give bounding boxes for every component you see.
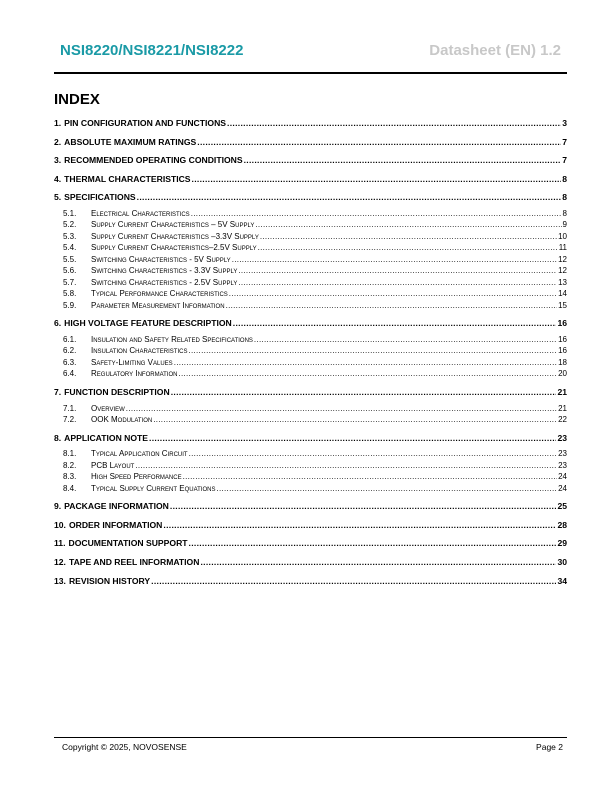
toc-page-number[interactable]: 12 xyxy=(558,266,567,276)
toc-leader-dots xyxy=(189,538,557,549)
toc-subsection[interactable] xyxy=(54,460,567,471)
toc-page-number[interactable]: 34 xyxy=(557,575,567,586)
toc-subsection[interactable] xyxy=(54,208,567,219)
toc-section[interactable] xyxy=(54,501,567,512)
toc-page-number[interactable]: 9 xyxy=(562,220,567,230)
toc-title[interactable]: RECOMMENDED OPERATING CONDITIONS xyxy=(64,155,243,166)
toc-subsection[interactable] xyxy=(54,277,567,288)
toc-section[interactable] xyxy=(54,520,567,531)
toc-leader-dots xyxy=(197,137,561,148)
page-header xyxy=(54,38,567,74)
toc-number: 3. xyxy=(54,155,62,166)
toc-leader-dots xyxy=(216,483,557,494)
toc-number: 10. xyxy=(54,519,66,530)
toc-leader-dots xyxy=(244,155,562,166)
toc-leader-dots xyxy=(200,557,556,568)
toc-leader-dots xyxy=(171,387,557,398)
toc-number: 5.1. xyxy=(63,208,77,218)
toc-section[interactable] xyxy=(54,174,567,185)
toc-section[interactable] xyxy=(54,318,567,329)
toc-subsection[interactable] xyxy=(54,231,567,242)
toc-number: 5.6. xyxy=(63,266,77,276)
toc-leader-dots xyxy=(170,501,557,512)
toc-subsection[interactable] xyxy=(54,242,567,253)
toc-page-number[interactable]: 14 xyxy=(558,289,567,299)
toc-number: 4. xyxy=(54,173,62,184)
toc-title[interactable]: Overview xyxy=(91,403,125,413)
toc-number: 13. xyxy=(54,575,66,586)
toc-title[interactable]: Switching Characteristics - 3.3V Supply xyxy=(91,266,238,276)
toc-number: 2. xyxy=(54,136,62,147)
toc-title[interactable]: ORDER INFORMATION xyxy=(68,519,163,530)
toc-number: 5.5. xyxy=(63,254,77,264)
toc-title[interactable]: Supply Current Characteristics–2.5V Supply xyxy=(91,243,257,253)
toc-title[interactable]: OOK Modulation xyxy=(91,415,153,425)
toc-title[interactable]: Switching Characteristics - 2.5V Supply xyxy=(91,277,238,287)
toc-page-number[interactable]: 29 xyxy=(557,538,567,549)
toc-title[interactable]: Safety-Limiting Values xyxy=(91,357,173,367)
toc-page-number[interactable]: 23 xyxy=(558,449,567,459)
toc-number: 6.3. xyxy=(63,357,77,367)
toc-page-number[interactable]: 16 xyxy=(557,318,567,329)
toc-number: 8.4. xyxy=(63,483,77,493)
page-footer xyxy=(54,737,567,758)
toc-page-number[interactable]: 28 xyxy=(557,519,567,530)
toc-title[interactable]: PACKAGE INFORMATION xyxy=(64,501,169,512)
toc-number: 6.4. xyxy=(63,369,77,379)
toc-subsection[interactable] xyxy=(54,334,567,345)
toc-subsection[interactable] xyxy=(54,483,567,494)
toc-subsection[interactable] xyxy=(54,219,567,230)
toc-leader-dots xyxy=(238,277,557,288)
toc-number: 5.8. xyxy=(63,289,77,299)
toc-page-number[interactable]: 18 xyxy=(558,357,567,367)
toc-leader-dots xyxy=(153,414,557,425)
toc-subsection[interactable] xyxy=(54,471,567,482)
toc-page-number[interactable]: 15 xyxy=(558,300,567,310)
toc-number: 5.9. xyxy=(63,300,77,310)
toc-leader-dots xyxy=(183,471,558,482)
toc-section[interactable] xyxy=(54,433,567,444)
toc-leader-dots xyxy=(255,219,561,230)
toc-page-number[interactable]: 16 xyxy=(558,346,567,356)
toc-section[interactable] xyxy=(54,137,567,148)
toc-leader-dots xyxy=(233,318,557,329)
toc-section[interactable] xyxy=(54,155,567,166)
toc-page-number[interactable]: 22 xyxy=(558,415,567,425)
toc-title[interactable]: THERMAL CHARACTERISTICS xyxy=(64,173,191,184)
toc-title[interactable]: FUNCTION DESCRIPTION xyxy=(64,387,170,398)
toc-leader-dots xyxy=(260,231,557,242)
toc-number: 7. xyxy=(54,387,62,398)
toc-page-number[interactable]: 24 xyxy=(558,472,567,482)
toc-subsection[interactable] xyxy=(54,300,567,311)
toc-number: 5.3. xyxy=(63,231,77,241)
toc-title[interactable]: REVISION HISTORY xyxy=(68,575,151,586)
toc-page-number[interactable]: 10 xyxy=(558,231,567,241)
toc-number: 8.1. xyxy=(63,449,77,459)
toc-leader-dots xyxy=(163,520,556,531)
table-of-contents xyxy=(54,118,567,587)
toc-page-number[interactable]: 21 xyxy=(557,387,567,398)
toc-number: 9. xyxy=(54,501,62,512)
toc-page-number[interactable]: 7 xyxy=(562,136,567,147)
toc-subsection[interactable] xyxy=(54,265,567,276)
toc-section[interactable] xyxy=(54,538,567,549)
toc-subsection[interactable] xyxy=(54,357,567,368)
toc-number: 8. xyxy=(54,432,62,443)
toc-title[interactable]: TAPE AND REEL INFORMATION xyxy=(68,557,200,568)
toc-number: 12. xyxy=(54,557,66,568)
toc-page-number[interactable]: 3 xyxy=(562,118,567,128)
toc-page-number[interactable]: 24 xyxy=(558,483,567,493)
toc-title[interactable]: Switching Characteristics - 5V Supply xyxy=(91,254,231,264)
toc-number: 1. xyxy=(54,118,62,128)
toc-title[interactable]: ABSOLUTE MAXIMUM RATINGS xyxy=(64,136,197,147)
toc-subsection[interactable] xyxy=(54,345,567,356)
toc-number: 5.4. xyxy=(63,243,77,253)
toc-section[interactable] xyxy=(54,576,567,587)
toc-title[interactable]: Typical Performance Characteristics xyxy=(91,289,228,299)
copyright-text: Copyright © 2025, NOVOSENSE xyxy=(62,742,187,752)
toc-title[interactable]: DOCUMENTATION SUPPORT xyxy=(68,538,188,549)
toc-title[interactable]: Parameter Measurement Information xyxy=(91,300,225,310)
toc-title[interactable]: Typical Supply Current Equations xyxy=(91,483,216,493)
toc-title[interactable]: Supply Current Characteristics – 5V Supply xyxy=(91,220,255,230)
toc-leader-dots xyxy=(135,460,557,471)
toc-number: 11. xyxy=(54,538,66,549)
toc-leader-dots xyxy=(188,345,557,356)
toc-page-number[interactable]: 23 xyxy=(557,432,567,443)
toc-page-number[interactable]: 7 xyxy=(562,155,567,166)
toc-number: 6.2. xyxy=(63,346,77,356)
toc-subsection[interactable] xyxy=(54,414,567,425)
toc-page-number[interactable]: 16 xyxy=(558,334,567,344)
toc-subsection[interactable] xyxy=(54,368,567,379)
toc-page-number[interactable]: 20 xyxy=(558,369,567,379)
toc-title[interactable]: Insulation and Safety Related Specifications xyxy=(91,334,253,344)
toc-number: 8.2. xyxy=(63,460,77,470)
toc-title[interactable]: HIGH VOLTAGE FEATURE DESCRIPTION xyxy=(64,318,232,329)
product-name: NSI8220/NSI8221/NSI8222 xyxy=(60,42,244,59)
toc-page-number[interactable]: 13 xyxy=(558,277,567,287)
toc-page-number[interactable]: 12 xyxy=(558,254,567,264)
toc-subsection[interactable] xyxy=(54,403,567,414)
toc-page-number[interactable]: 8 xyxy=(562,192,567,203)
toc-title[interactable]: Regulatory Information xyxy=(91,369,178,379)
toc-number: 5.7. xyxy=(63,277,77,287)
toc-title[interactable]: Insulation Characteristics xyxy=(91,346,188,356)
toc-leader-dots xyxy=(151,576,556,587)
toc-leader-dots xyxy=(254,334,557,345)
toc-page-number[interactable]: 21 xyxy=(558,403,567,413)
toc-leader-dots xyxy=(189,448,558,459)
toc-leader-dots xyxy=(227,118,561,129)
toc-title[interactable]: High Speed Performance xyxy=(91,472,182,482)
toc-subsection[interactable] xyxy=(54,288,567,299)
toc-page-number[interactable]: 8 xyxy=(562,208,567,218)
toc-number: 8.3. xyxy=(63,472,77,482)
toc-leader-dots xyxy=(229,288,557,299)
toc-leader-dots xyxy=(226,300,558,311)
toc-leader-dots xyxy=(191,208,562,219)
toc-page-number[interactable]: 30 xyxy=(557,557,567,568)
toc-page-number[interactable]: 23 xyxy=(558,460,567,470)
toc-leader-dots xyxy=(126,403,557,414)
toc-section[interactable] xyxy=(54,118,567,129)
toc-leader-dots xyxy=(149,433,556,444)
toc-section[interactable] xyxy=(54,557,567,568)
toc-title[interactable]: Supply Current Characteristics –3.3V Supply xyxy=(91,231,259,241)
toc-leader-dots xyxy=(232,254,557,265)
toc-number: 7.2. xyxy=(63,415,77,425)
toc-leader-dots xyxy=(192,174,562,185)
toc-leader-dots xyxy=(258,242,558,253)
toc-number: 6.1. xyxy=(63,334,77,344)
toc-subsection[interactable] xyxy=(54,254,567,265)
toc-page-number[interactable]: 11 xyxy=(558,243,567,253)
toc-leader-dots xyxy=(238,265,557,276)
toc-subsection[interactable] xyxy=(54,448,567,459)
document-version: Datasheet (EN) 1.2 xyxy=(429,42,561,59)
toc-page-number[interactable]: 25 xyxy=(557,501,567,512)
toc-title[interactable]: PIN CONFIGURATION AND FUNCTIONS xyxy=(64,118,227,128)
toc-title[interactable]: Electrical Characteristics xyxy=(91,208,190,218)
index-title: INDEX xyxy=(54,91,100,108)
toc-page-number[interactable]: 8 xyxy=(562,173,567,184)
toc-number: 5. xyxy=(54,192,62,203)
toc-number: 6. xyxy=(54,318,62,329)
toc-leader-dots xyxy=(137,192,562,203)
toc-title[interactable]: SPECIFICATIONS xyxy=(64,192,136,203)
toc-number: 5.2. xyxy=(63,220,77,230)
toc-leader-dots xyxy=(174,357,557,368)
page-number: Page 2 xyxy=(536,742,563,752)
toc-title[interactable]: PCB Layout xyxy=(91,460,135,470)
toc-number: 7.1. xyxy=(63,403,77,413)
toc-title[interactable]: APPLICATION NOTE xyxy=(64,432,149,443)
toc-section[interactable] xyxy=(54,192,567,203)
toc-title[interactable]: Typical Application Circuit xyxy=(91,449,188,459)
toc-section[interactable] xyxy=(54,387,567,398)
toc-leader-dots xyxy=(178,368,557,379)
